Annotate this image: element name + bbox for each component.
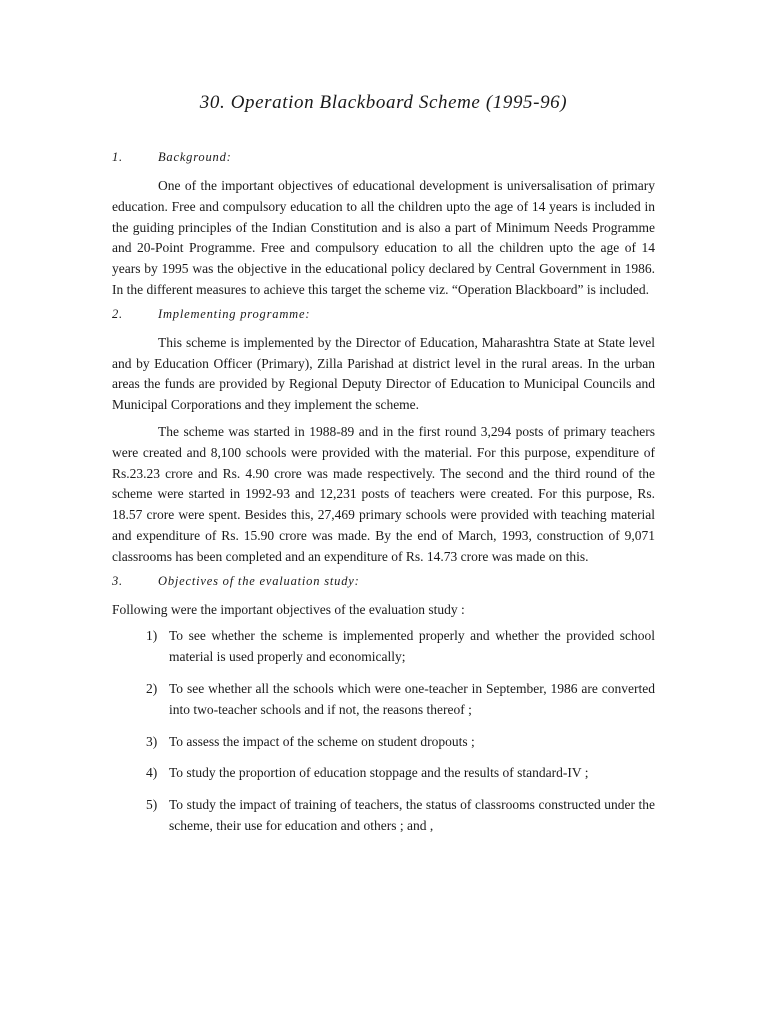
list-item — [112, 795, 655, 837]
section-number: 2. — [112, 306, 123, 321]
section-title: Implementing programme: — [158, 306, 311, 321]
section-number: 1. — [112, 150, 123, 164]
list-item-text: To study the impact of training of teachers, the status of classrooms constructed under the scheme, their use for education and others ; and , — [169, 797, 655, 833]
section-heading-objectives — [112, 574, 655, 594]
section-title: Background: — [158, 150, 232, 164]
list-item-text: To study the proportion of education stoppage and the results of standard-IV ; — [169, 765, 589, 781]
list-item-number: 4) — [146, 765, 158, 781]
paragraph: The scheme was started in 1988-89 and in the first round 3,294 posts of primary teachers were created and 8,100 schools were provided with the material. For this purpose, expenditure of Rs.23.23 crore and Rs. 4.90 crore was made respectively. The second and the third round of the scheme were started in 1992-93 and 12,231 posts of teachers were created. For this purpose, Rs. 18.57 crore were spent. Besides this, 27,469 primary schools were provided with teaching material and expenditure of Rs. 15.90 crore was made. By the end of March, 1993, construction of 9,071 classrooms has been completed and an expenditure of Rs. 14.73 crore was made on this. — [112, 423, 655, 564]
list-item-number: 2) — [146, 680, 158, 696]
section-heading-implementing-programme — [112, 307, 655, 327]
list-item-number: 1) — [146, 628, 158, 644]
list-item-text: To assess the impact of the scheme on student dropouts ; — [169, 733, 475, 749]
objectives-list — [112, 626, 655, 836]
section-title: Objectives of the evaluation study: — [158, 573, 360, 588]
list-item — [112, 732, 655, 753]
paragraph: One of the important objectives of educational development is universalisation of primary education. Free and compulsory education to all the children upto the age of 14 years is included in the guiding principles of the Indian Constitution and is also a part of Minimum Needs Programme and 20-Point Programme. Free and compulsory education to all the children upto the age of 14 years by 1995 was the objective in the educational policy declared by Central Government in 1986. In the different measures to achieve this target the scheme viz. “Operation Blackboard” is included. — [112, 178, 655, 297]
list-item — [112, 679, 655, 721]
list-item — [112, 626, 655, 668]
list-item-number: 5) — [146, 797, 158, 813]
document-page — [112, 84, 655, 848]
section-heading-background — [112, 150, 655, 170]
list-item — [112, 763, 655, 784]
section-number: 3. — [112, 573, 123, 588]
list-item-text: To see whether the scheme is implemented properly and whether the provided school material is used properly and economically; — [169, 628, 655, 665]
list-item-text: To see whether all the schools which were one-teacher in September, 1986 are converted into two-teacher schools and if not, the reasons thereof ; — [169, 680, 655, 717]
list-item-number: 3) — [146, 733, 158, 749]
list-intro: Following were the important objectives of the evaluation study : — [112, 601, 465, 617]
paragraph: This scheme is implemented by the Director of Education, Maharashtra State at State level and by Education Officer (Primary), Zilla Parishad at district level in the rural areas. In the urban areas the funds are provided by Regional Deputy Director of Education to Municipal Councils and Municipal Corporations and they implement the scheme. — [112, 334, 655, 413]
document-title: 30. Operation Blackboard Scheme (1995-96) — [199, 92, 568, 113]
